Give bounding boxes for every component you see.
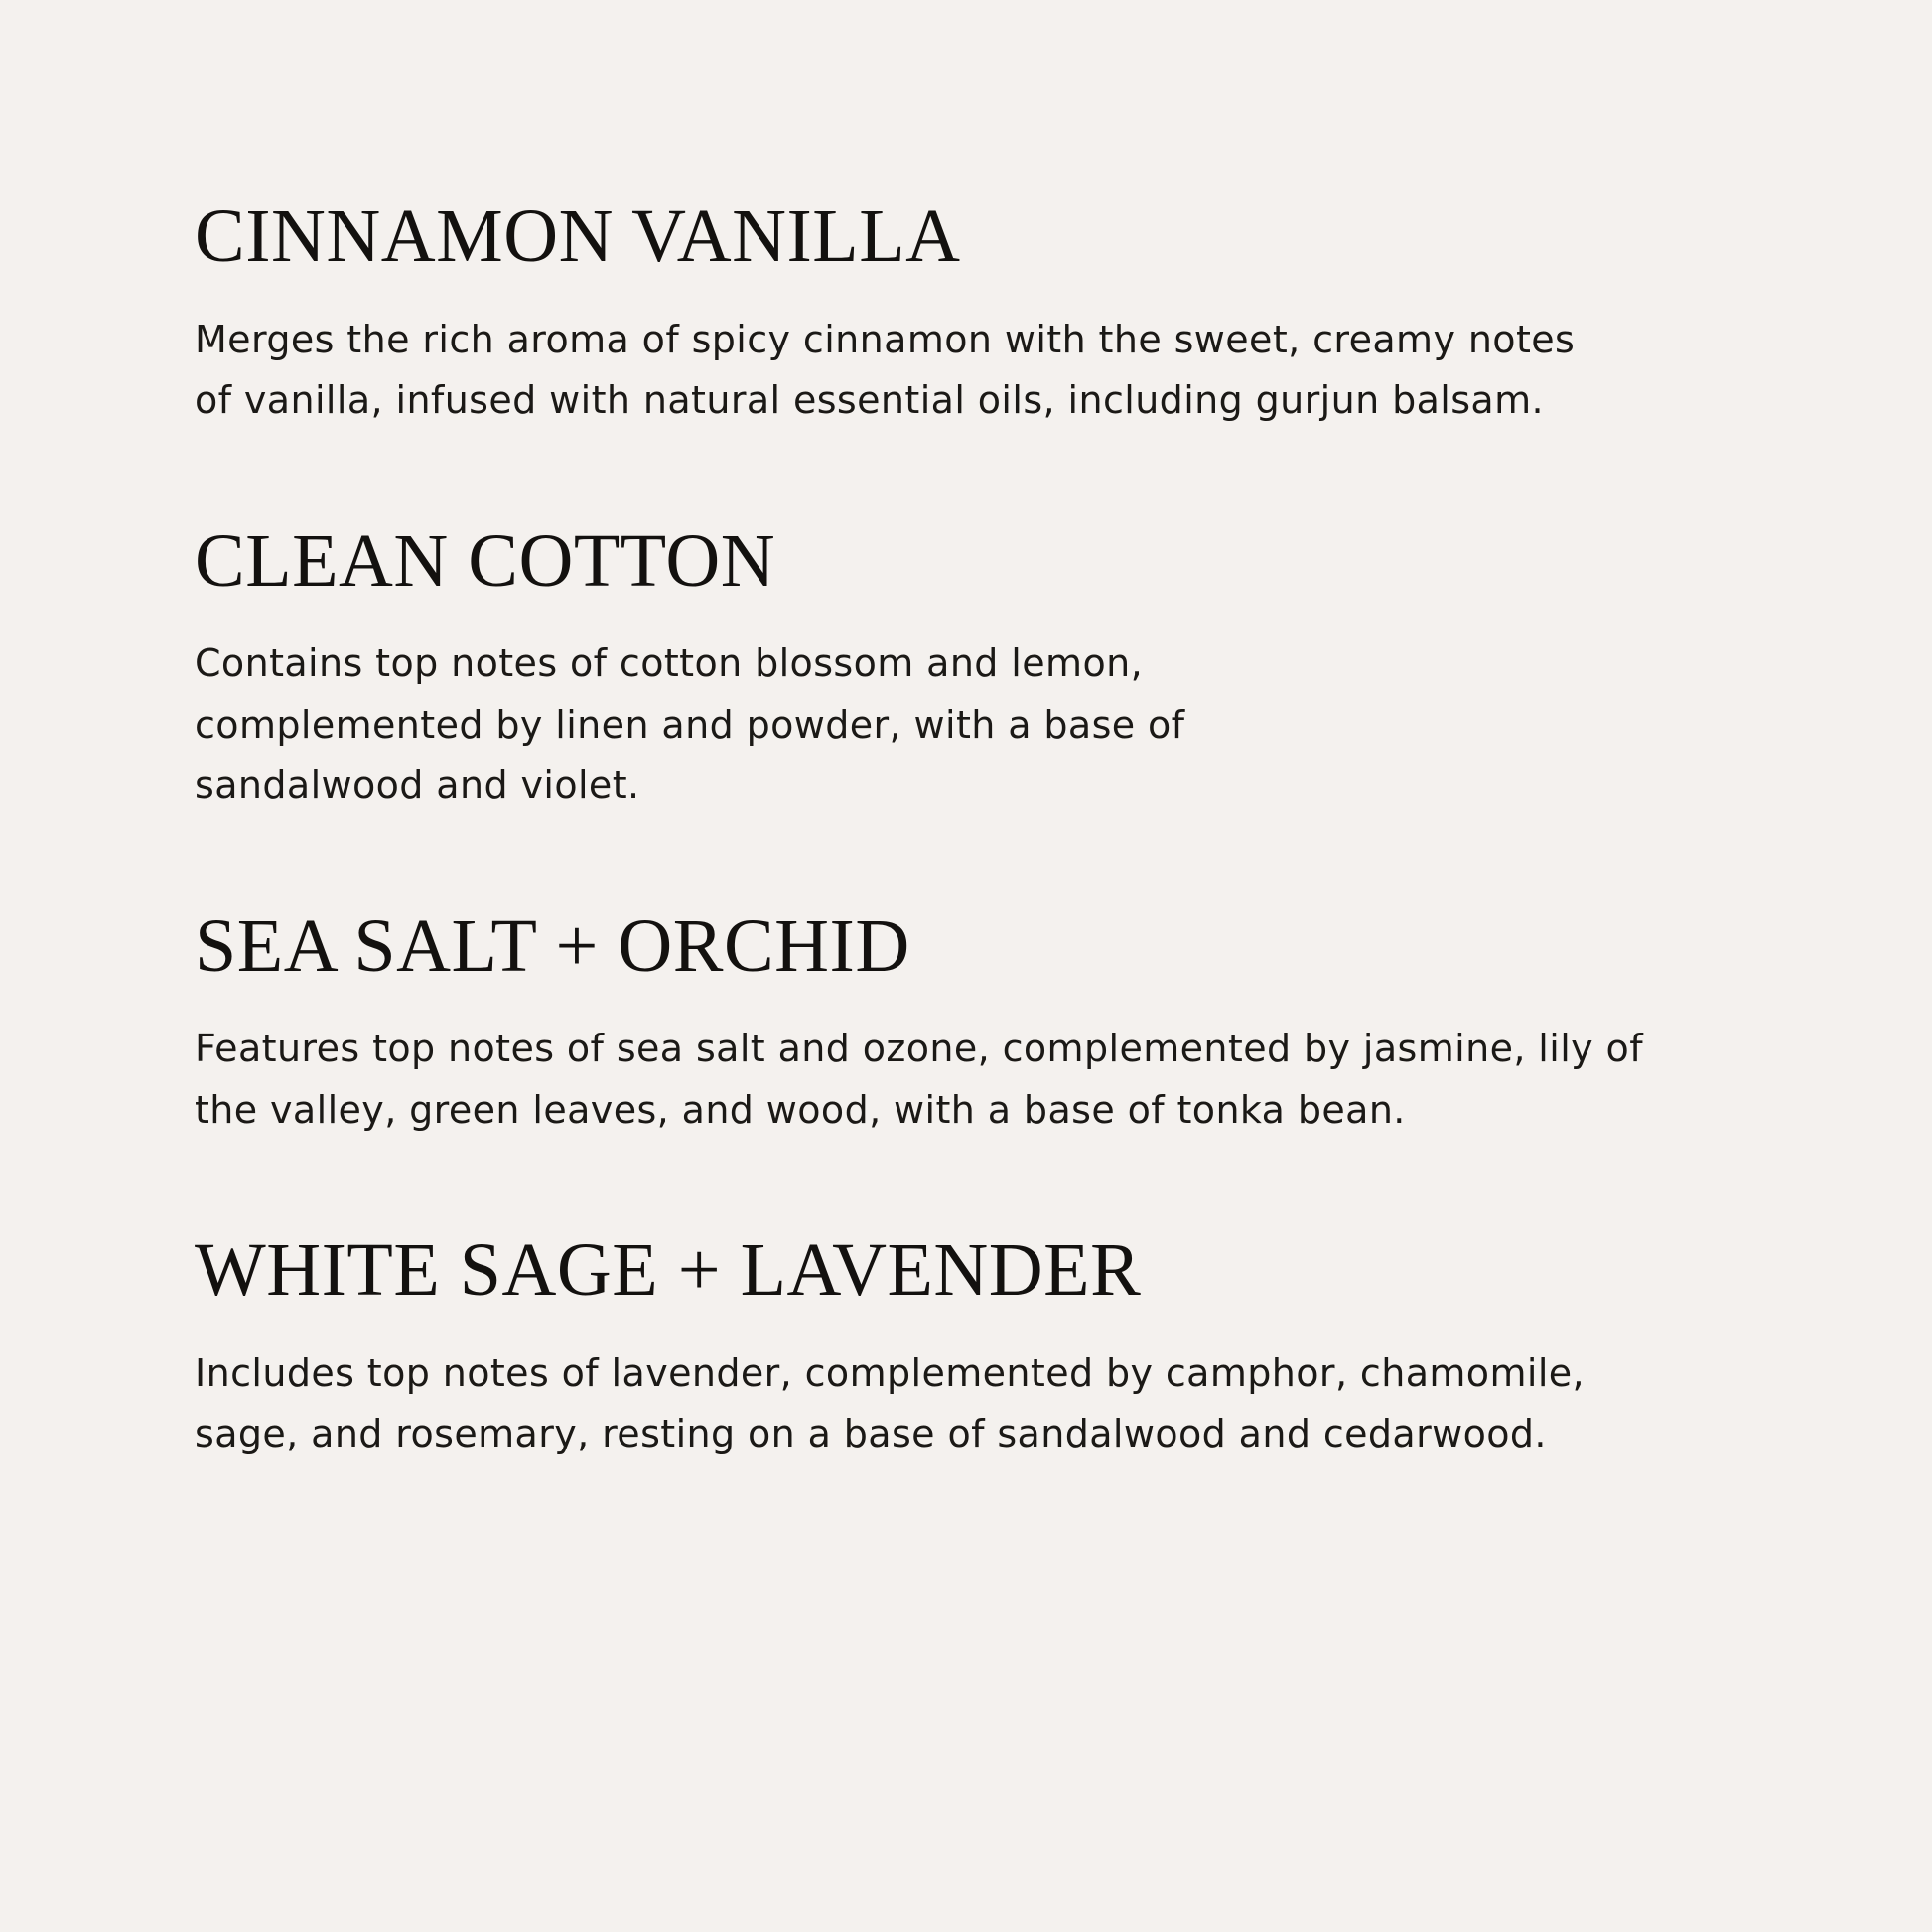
scent-entry-sea-salt-orchid — [195, 903, 1743, 1142]
scent-title: WHITE SAGE + LAVENDER — [195, 1228, 1142, 1312]
scent-entry-clean-cotton — [195, 518, 1743, 817]
scent-description: Includes top notes of lavender, complemented by camphor, chamomile, sage, and rosemary, resting on a base of sandalwood and cedarwood. — [195, 1350, 1586, 1456]
scent-entry-white-sage-lavender — [195, 1228, 1743, 1465]
scent-description: Contains top notes of cotton blossom and lemon, complemented by linen and powder, with a base of sandalwood and violet. — [195, 641, 1185, 808]
scent-title: CLEAN COTTON — [195, 518, 776, 603]
scent-description: Merges the rich aroma of spicy cinnamon with the sweet, creamy notes of vanilla, infused with natural essential oils, including gurjun balsam. — [195, 317, 1576, 423]
scent-description: Features top notes of sea salt and ozone, complemented by jasmine, lily of the valley, green leaves, and wood, with a base of tonka bean. — [195, 1027, 1643, 1132]
scent-title: SEA SALT + ORCHID — [195, 903, 910, 988]
scent-entry-cinnamon-vanilla — [195, 195, 1743, 432]
scent-title: CINNAMON VANILLA — [195, 195, 961, 278]
